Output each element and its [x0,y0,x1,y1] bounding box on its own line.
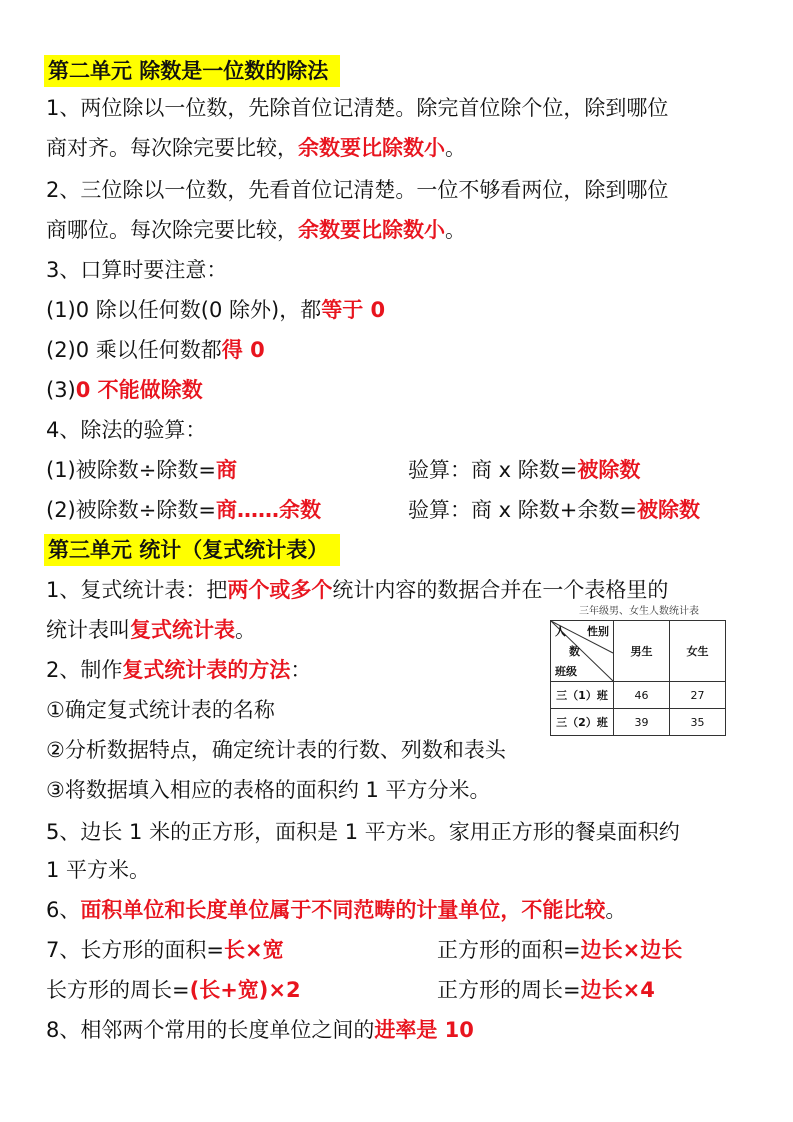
diagonal-header-cell [551,621,614,682]
text: ： [290,658,312,682]
key-point: 余数要比除数小 [298,218,445,242]
unit3-p5-line1: 5、边长 1 米的正方形，面积是 1 平方米。家用正方形的餐桌面积约 [46,820,680,844]
unit3-p1-line1 [46,576,668,604]
text: 验算：商 x 除数= [408,458,578,482]
unit3-p5-line2: 1 平方米。 [46,858,151,882]
table-header-row [551,621,726,682]
text: (2)0 乘以任何数都 [46,338,222,362]
text: 商对齐。每次除完要比较， [46,136,298,160]
key-point: 复式统计表的方法 [122,658,291,682]
unit3-step3: ③将数据填入相应的表格的面积约 1 平方分米。 [46,778,491,802]
table-row [551,709,726,736]
key-point: 两个或多个 [227,578,333,602]
text: 1、复式统计表：把 [46,578,228,602]
key-point: (长+宽)×2 [189,978,301,1002]
key-point: 商……余数 [215,498,321,522]
text: 7、长方形的面积= [46,938,224,962]
unit2-p2-line2 [46,216,466,244]
key-point: 等于 0 [321,298,386,322]
key-point: 余数要比除数小 [298,136,445,160]
diag-label-people: 人 [555,625,566,638]
unit3-heading: 第三单元 统计（复式统计表） [44,534,340,566]
row-class: 三（2）班 [551,709,614,736]
unit3-p7-square-area [437,936,682,964]
unit2-p4-1 [46,456,237,484]
unit3-step2: ②分析数据特点，确定统计表的行数、列数和表头 [46,738,506,762]
table-row [551,682,726,709]
text: 验算：商 x 除数+余数= [408,498,637,522]
unit2-p2-line1: 2、三位除以一位数，先看首位记清楚。一位不够看两位，除到哪位 [46,178,669,202]
key-point: 复式统计表 [130,618,235,642]
text: 统计表叫 [46,618,130,642]
unit2-p4-2-check [408,496,700,524]
row-girl-count: 35 [670,709,726,736]
key-point: 进率是 10 [374,1018,474,1042]
key-point: 0 不能做除数 [75,378,203,402]
unit3-p7-rect-perimeter [46,976,301,1004]
text: 正方形的周长= [437,978,581,1002]
text: (3) [46,378,76,402]
unit2-p1-line1: 1、两位除以一位数，先除首位记清楚。除完首位除个位，除到哪位 [46,96,669,120]
unit2-p3-1 [46,296,385,324]
row-boy-count: 39 [614,709,670,736]
diag-label-count: 数 [569,645,580,658]
text: 商哪位。每次除完要比较， [46,218,298,242]
unit2-heading: 第二单元 除数是一位数的除法 [44,55,340,87]
key-point: 被除数 [577,458,641,482]
text: 2、制作 [46,658,123,682]
text: 统计内容的数据合并在一个表格里的 [332,578,669,602]
unit2-p4-2 [46,496,321,524]
text: (1)被除数÷除数= [46,458,216,482]
key-point: 商 [215,458,237,482]
unit2-p1-line2 [46,134,466,162]
text: 长方形的周长= [46,978,190,1002]
text: 。 [445,136,466,160]
unit3-p6 [46,896,626,924]
text: 。 [235,618,256,642]
diag-label-class: 班级 [555,665,577,678]
text: 正方形的面积= [437,938,581,962]
key-point: 被除数 [636,498,700,522]
unit3-p7-rect-area [46,936,284,964]
unit2-p3-3 [46,376,203,404]
key-point: 长×宽 [223,938,284,962]
row-girl-count: 27 [670,682,726,709]
stats-table [550,620,726,736]
key-point: 边长×4 [580,978,655,1002]
key-point: 得 0 [221,338,265,362]
text: 。 [605,898,627,922]
unit3-p2 [46,656,311,684]
figure-title: 三年级男、女生人数统计表 [579,606,699,617]
text: 。 [445,218,466,242]
unit2-p4-1-check [408,456,640,484]
text: 6、 [46,898,81,922]
unit2-p3-2 [46,336,265,364]
text: (2)被除数÷除数= [46,498,216,522]
text: 8、相邻两个常用的长度单位之间的 [46,1018,375,1042]
unit3-p1-line2 [46,616,256,644]
text: (1)0 除以任何数(0 除外)，都 [46,298,322,322]
row-boy-count: 46 [614,682,670,709]
unit2-p3: 3、口算时要注意： [46,258,228,282]
key-point: 边长×边长 [580,938,683,962]
unit3-p8 [46,1016,474,1044]
col-header-girl: 女生 [670,621,726,682]
col-header-boy: 男生 [614,621,670,682]
unit2-p4: 4、除法的验算： [46,418,207,442]
key-point: 面积单位和长度单位属于不同范畴的计量单位，不能比较 [80,898,606,922]
diag-label-gender: 性别 [587,625,609,638]
unit3-step1: ①确定复式统计表的名称 [46,698,275,722]
unit3-p7-square-perimeter [437,976,655,1004]
stats-table-figure [550,604,728,736]
row-class: 三（1）班 [551,682,614,709]
